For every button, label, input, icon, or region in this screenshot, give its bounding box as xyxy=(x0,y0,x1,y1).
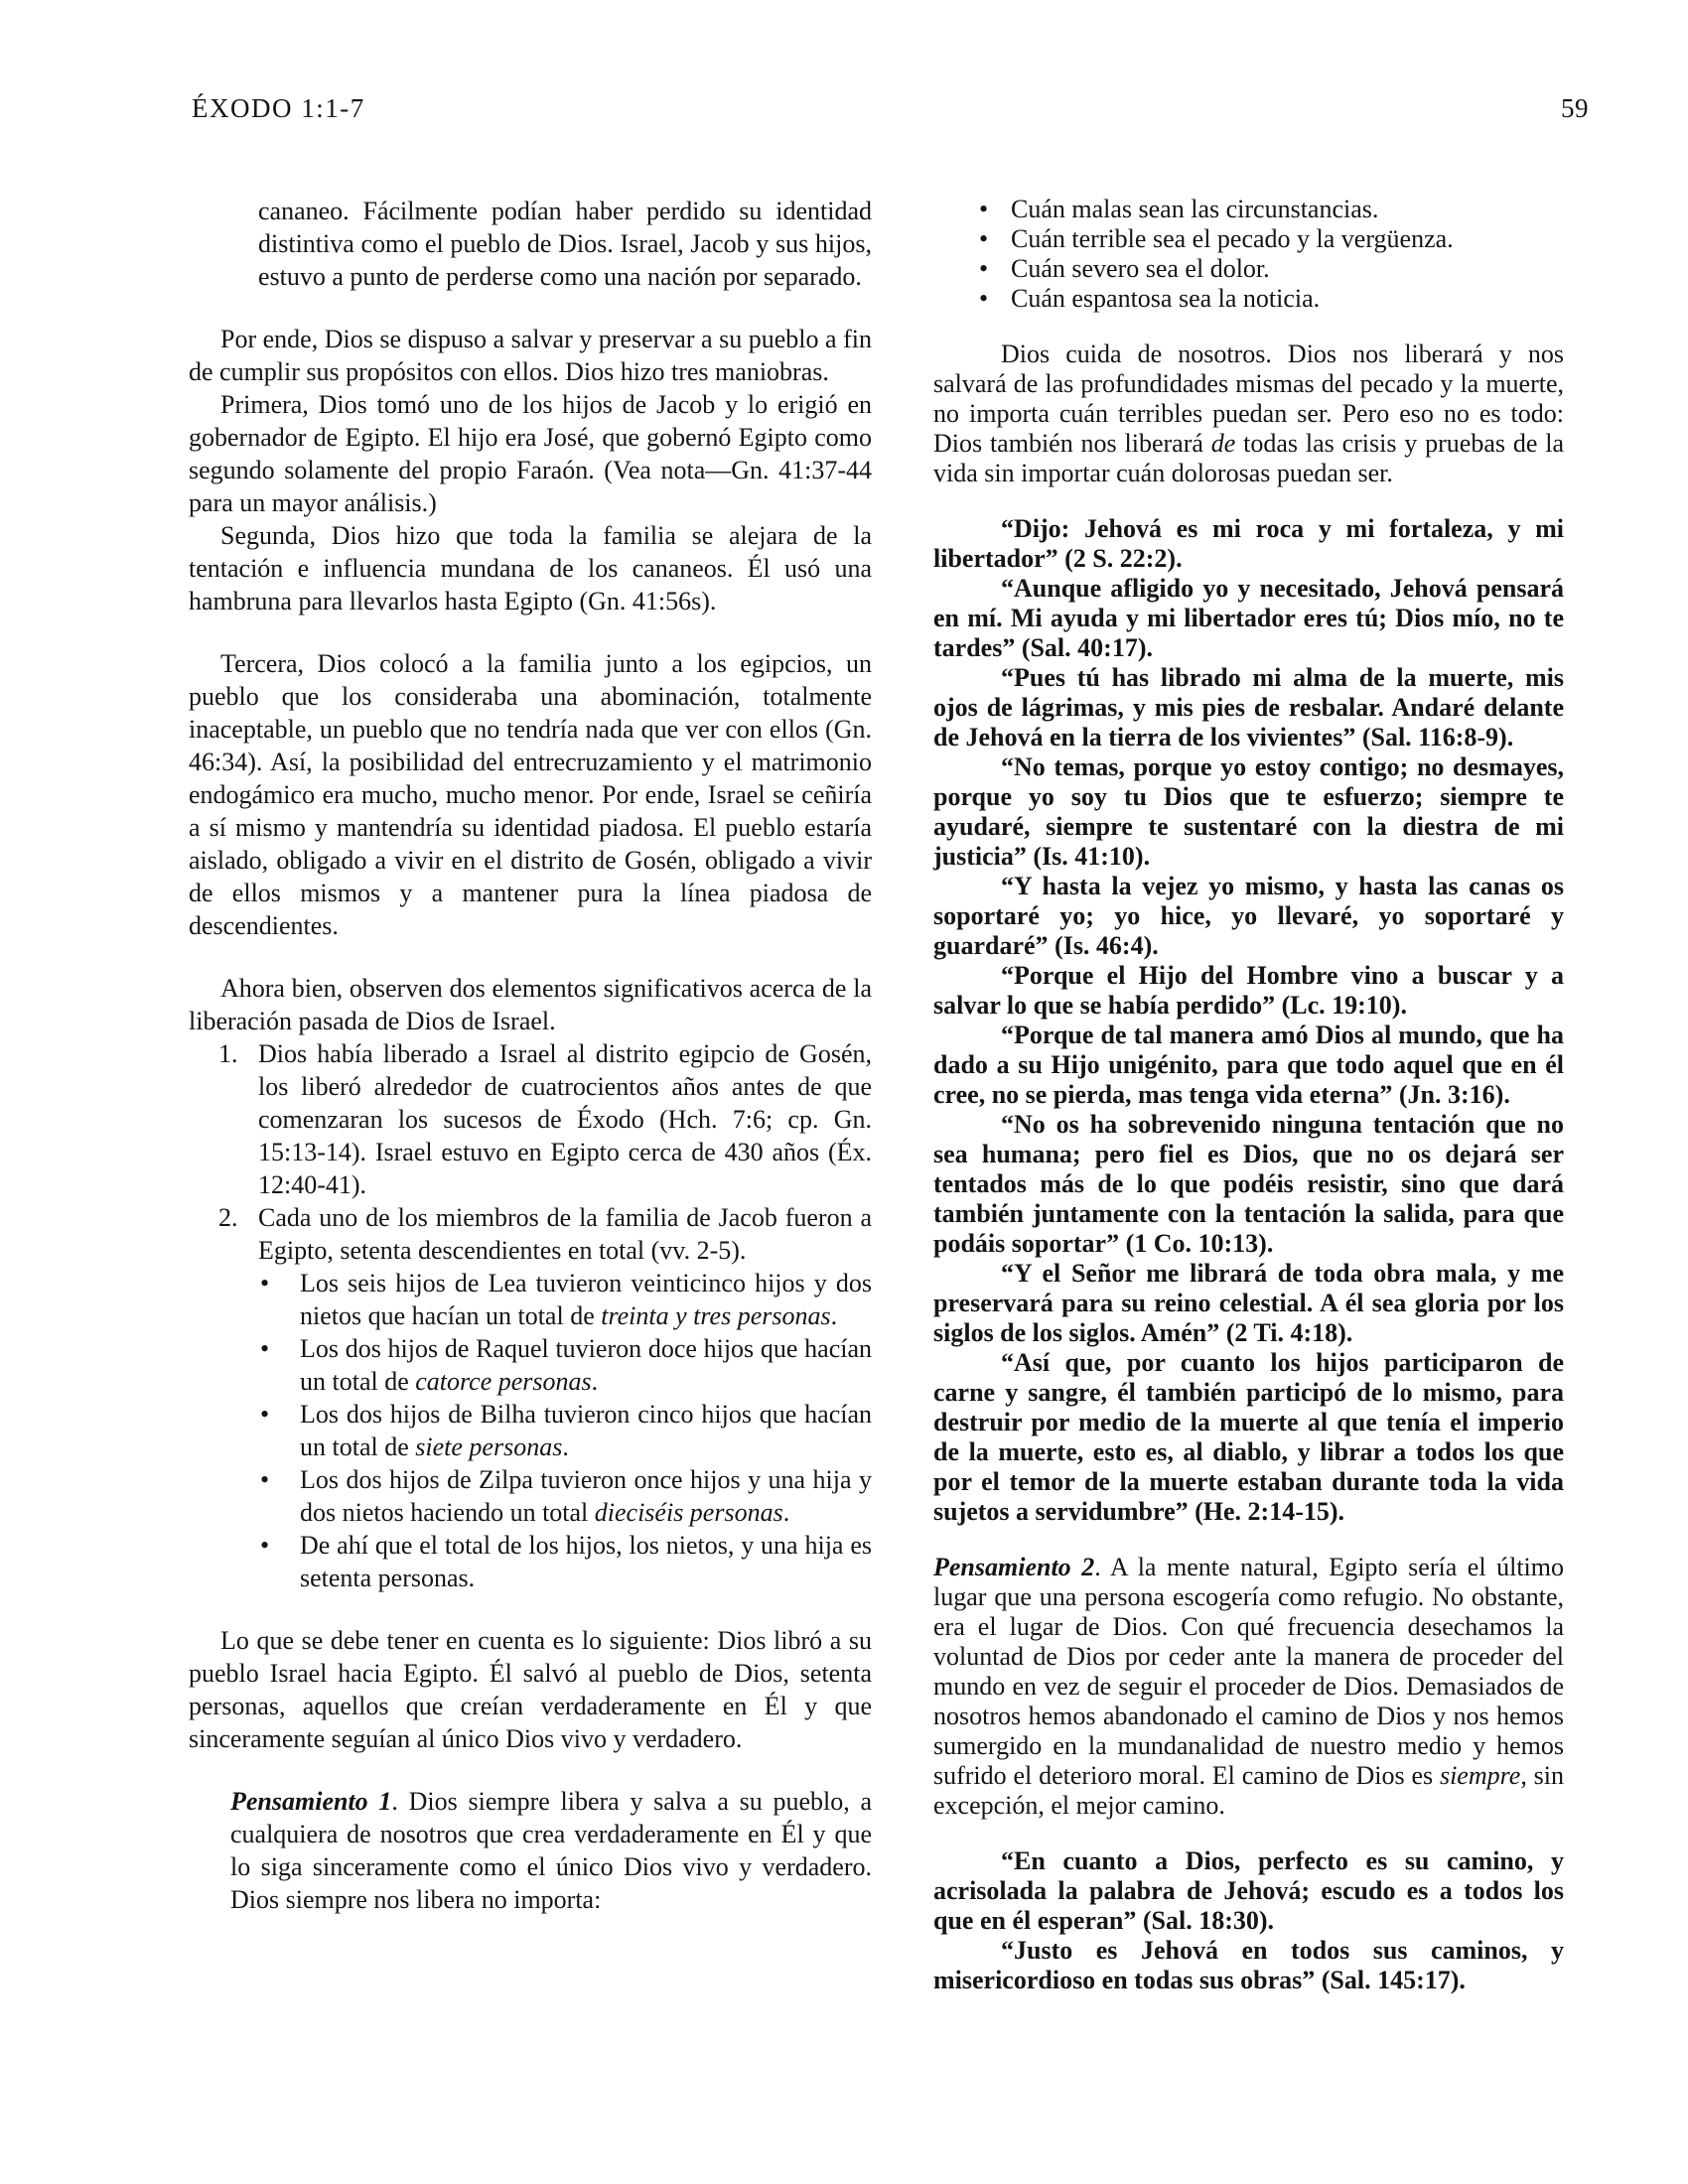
text-run: . xyxy=(782,1498,790,1527)
paragraph xyxy=(189,519,872,617)
text-run: Los dos hijos de Zilpa tuvieron once hijos y una hija y dos nietos haciendo un total xyxy=(300,1465,872,1527)
text-run: de xyxy=(1210,429,1236,458)
section-gap xyxy=(189,1755,872,1785)
bullet-item xyxy=(933,254,1564,284)
text-run: “En cuanto a Dios, perfecto es su camino, y acrisolada la palabra de Jehová; escudo es a todos los que en él esperan” (Sal. 18:30). xyxy=(933,1846,1564,1935)
text-run: Ahora bien, observen dos elementos significativos acerca de la liberación pasada de Dios de Israel. xyxy=(189,974,872,1035)
text-run: “Así que, por cuanto los hijos participaron de carne y sangre, él también participó de lo mismo, para destruir por medio de la muerte al que tenía el imperio de la muerte, esto es, al diablo, y librar a todos los que por el temor de la muerte estaban durante toda la vida sujetos a servidumbre” (He. 2:14-15). xyxy=(933,1348,1564,1526)
scripture-quote xyxy=(933,574,1564,663)
bullet-item xyxy=(189,1398,872,1463)
text-run: Cuán malas sean las circunstancias. xyxy=(1011,195,1379,223)
text-run: Primera, Dios tomó uno de los hijos de Jacob y lo erigió en gobernador de Egipto. El hijo era José, que gobernó Egipto como segundo solamente del propio Faraón. (Vea nota—Gn. 41:37-44 para un mayor análisis.) xyxy=(189,390,872,517)
scripture-quote xyxy=(933,961,1564,1021)
text-run: “Porque de tal manera amó Dios al mundo, que ha dado a su Hijo unigénito, para que todo aquel que en él cree, no se pierda, mas tenga vida eterna” (Jn. 3:16). xyxy=(933,1021,1564,1109)
paragraph xyxy=(189,647,872,942)
scripture-quote xyxy=(933,1110,1564,1259)
text-run: Los dos hijos de Bilha tuvieron cinco hijos que hacían un total de xyxy=(300,1400,872,1461)
text-run: siempre xyxy=(1439,1761,1521,1790)
thought-paragraph xyxy=(230,1785,872,1916)
bullet-item xyxy=(189,1529,872,1594)
scripture-quote xyxy=(933,1846,1564,1936)
section-gap xyxy=(189,617,872,647)
text-run: “No temas, porque yo estoy contigo; no desmayes, porque yo soy tu Dios que te esfuerzo; siempre te ayudaré, siempre te sustentaré con la diestra de mi justicia” (Is. 41:10). xyxy=(933,752,1564,871)
section-gap xyxy=(189,1594,872,1624)
text-run: siete personas xyxy=(415,1433,563,1461)
list-number: 2. xyxy=(218,1203,238,1232)
bullet-marker-icon: • xyxy=(979,195,989,223)
bullet-item xyxy=(189,1463,872,1529)
text-run: Segunda, Dios hizo que toda la familia se alejara de la tentación e influencia mundana de los cananeos. Él usó una hambruna para llevarlos hasta Egipto (Gn. 41:56s). xyxy=(189,521,872,615)
paragraph xyxy=(189,323,872,388)
section-gap xyxy=(933,1821,1564,1846)
scripture-quote xyxy=(933,1936,1564,1995)
text-run: “Pues tú has librado mi alma de la muerte, mis ojos de lágrimas, y mis pies de resbalar. Andaré delante de Jehová en la tierra de los vivientes” (Sal. 116:8-9). xyxy=(933,663,1564,751)
text-run: “Y el Señor me librará de toda obra mala, y me preservará para su reino celestial. A él sea gloria por los siglos de los siglos. Amén” (2 Ti. 4:18). xyxy=(933,1259,1564,1347)
section-gap xyxy=(933,1527,1564,1553)
bullet-marker-icon: • xyxy=(260,1400,270,1429)
text-run: cananeo. Fácilmente podían haber perdido su identidad distintiva como el pueblo de Dios. Israel, Jacob y sus hijos, estuvo a punto de perderse como una nación por separado. xyxy=(258,197,872,291)
text-run: Cada uno de los miembros de la familia de Jacob fueron a Egipto, setenta descendientes en total (vv. 2-5). xyxy=(258,1203,872,1265)
left-column xyxy=(189,195,872,1916)
text-run: catorce personas xyxy=(415,1367,592,1396)
list-number: 1. xyxy=(218,1039,238,1068)
bullet-item xyxy=(189,1332,872,1398)
page-header xyxy=(192,93,1589,123)
scripture-quote xyxy=(933,1021,1564,1110)
paragraph xyxy=(189,972,872,1037)
text-run: Por ende, Dios se dispuso a salvar y preservar a su pueblo a fin de cumplir sus propósitos con ellos. Dios hizo tres maniobras. xyxy=(189,325,872,386)
text-run: Pensamiento 1 xyxy=(230,1787,392,1816)
text-run: . xyxy=(591,1367,599,1396)
bullet-marker-icon: • xyxy=(260,1531,270,1560)
bullet-marker-icon: • xyxy=(260,1334,270,1363)
bullet-marker-icon: • xyxy=(979,224,989,253)
scripture-quote xyxy=(933,872,1564,961)
paragraph xyxy=(933,340,1564,488)
text-run: Dios cuida de nosotros. Dios nos liberará y nos salvará de las profundidades mismas del pecado y la muerte, no importa cuán terribles puedan ser. Pero eso no es todo: Dios también nos liberará xyxy=(933,340,1564,458)
paragraph xyxy=(189,1624,872,1755)
text-run: Cuán severo sea el dolor. xyxy=(1011,254,1270,283)
text-run: “No os ha sobrevenido ninguna tentación que no sea humana; pero fiel es Dios, que no os dejará ser tentados más de lo que podéis resistir, sino que dará también juntamente con la tentación la salida, para que podáis soportar” (1 Co. 10:13). xyxy=(933,1110,1564,1258)
scripture-quote xyxy=(933,752,1564,872)
text-run: Los seis hijos de Lea tuvieron veinticinco hijos y dos nietos que hacían un total de xyxy=(300,1269,872,1330)
text-run: , sin excepción, el mejor camino. xyxy=(933,1761,1564,1820)
text-run: De ahí que el total de los hijos, los nietos, y una hija es setenta personas. xyxy=(300,1531,872,1592)
text-run: Tercera, Dios colocó a la familia junto a los egipcios, un pueblo que los consideraba una abominación, totalmente inaceptable, un pueblo que no tendría nada que ver con ellos (Gn. 46:34). Así, la posibilidad del entrecruzamiento y el matrimonio endogámico era mucho, mucho menor. Por ende, Israel se ceñiría a sí mismo y mantendría su identidad piadosa. El pueblo estaría aislado, obligado a vivir en el distrito de Gosén, obligado a vivir de ellos mismos y a mantener pura la línea piadosa de descendientes. xyxy=(189,649,872,940)
right-column xyxy=(933,195,1564,1995)
text-run: todas las crisis y pruebas de la vida sin importar cuán dolorosas puedan ser. xyxy=(933,429,1564,487)
bullet-item xyxy=(933,224,1564,254)
bullet-marker-icon: • xyxy=(979,254,989,283)
bullet-marker-icon: • xyxy=(260,1465,270,1494)
text-run: “Dijo: Jehová es mi roca y mi fortaleza, y mi libertador” (2 S. 22:2). xyxy=(933,514,1564,573)
text-run: “Justo es Jehová en todos sus caminos, y misericordioso en todas sus obras” (Sal. 145:17). xyxy=(933,1936,1564,1994)
text-run: Cuán terrible sea el pecado y la vergüenza. xyxy=(1011,224,1454,253)
text-run: treinta y tres personas xyxy=(601,1301,831,1330)
text-run: Lo que se debe tener en cuenta es lo siguiente: Dios libró a su pueblo Israel hacia Egipto. Él salvó al pueblo de Dios, setenta personas, aquellos que creían verdaderamente en Él y que sinceramente seguían al único Dios vivo y verdadero. xyxy=(189,1626,872,1753)
bullet-marker-icon: • xyxy=(979,284,989,313)
text-run: Pensamiento 2 xyxy=(933,1553,1095,1581)
text-run: Dios había liberado a Israel al distrito egipcio de Gosén, los liberó alrededor de cuatrocientos años antes de que comenzaran los sucesos de Éxodo (Hch. 7:6; cp. Gn. 15:13-14). Israel estuvo en Egipto cerca de 430 años (Éx. 12:40-41). xyxy=(258,1039,872,1199)
text-run: Cuán espantosa sea la noticia. xyxy=(1011,284,1321,313)
numbered-item xyxy=(189,1037,872,1201)
section-gap xyxy=(933,488,1564,514)
text-run: . Dios siempre libera y salva a su pueblo, a cualquiera de nosotros que crea verdaderamente en Él y que lo siga sinceramente como el único Dios vivo y verdadero. Dios siempre nos libera no importa: xyxy=(230,1787,872,1914)
paragraph xyxy=(189,388,872,519)
numbered-item xyxy=(189,1201,872,1267)
scripture-quote xyxy=(933,663,1564,752)
text-run: Los dos hijos de Raquel tuvieron doce hijos que hacían un total de xyxy=(300,1334,872,1396)
text-run: . xyxy=(830,1301,838,1330)
thought-paragraph xyxy=(933,1553,1564,1821)
text-run: . A la mente natural, Egipto sería el último lugar que una persona escogería como refugio. No obstante, era el lugar de Dios. Con qué frecuencia desechamos la voluntad de Dios por ceder ante la manera de proceder del mundo en vez de seguir el proceder de Dios. Demasiados de nosotros hemos abandonado el camino de Dios y nos hemos sumergido en la mundanalidad de nuestro medio y hemos sufrido el deterioro moral. El camino de Dios es xyxy=(933,1553,1565,1790)
scripture-quote xyxy=(933,1348,1564,1527)
section-gap xyxy=(933,314,1564,340)
section-gap xyxy=(189,293,872,323)
section-gap xyxy=(189,942,872,972)
bullet-item xyxy=(189,1267,872,1332)
running-head-title: ÉXODO 1:1-7 xyxy=(192,93,365,123)
text-run: “Porque el Hijo del Hombre vino a buscar y a salvar lo que se había perdido” (Lc. 19:10). xyxy=(933,961,1564,1020)
bullet-marker-icon: • xyxy=(260,1269,270,1297)
text-run: “Y hasta la vejez yo mismo, y hasta las canas os soportaré yo; yo hice, yo llevaré, yo soportaré y guardaré” (Is. 46:4). xyxy=(933,872,1564,960)
scripture-quote xyxy=(933,1259,1564,1348)
quote-continuation-paragraph xyxy=(258,195,872,293)
bullet-item xyxy=(933,195,1564,224)
page-number: 59 xyxy=(1561,93,1589,123)
text-run: dieciséis personas xyxy=(594,1498,783,1527)
bullet-item xyxy=(933,284,1564,314)
text-run: . xyxy=(562,1433,569,1461)
scripture-quote xyxy=(933,514,1564,574)
text-run: “Aunque afligido yo y necesitado, Jehová pensará en mí. Mi ayuda y mi libertador eres tú; Dios mío, no te tardes” (Sal. 40:17). xyxy=(933,574,1564,662)
